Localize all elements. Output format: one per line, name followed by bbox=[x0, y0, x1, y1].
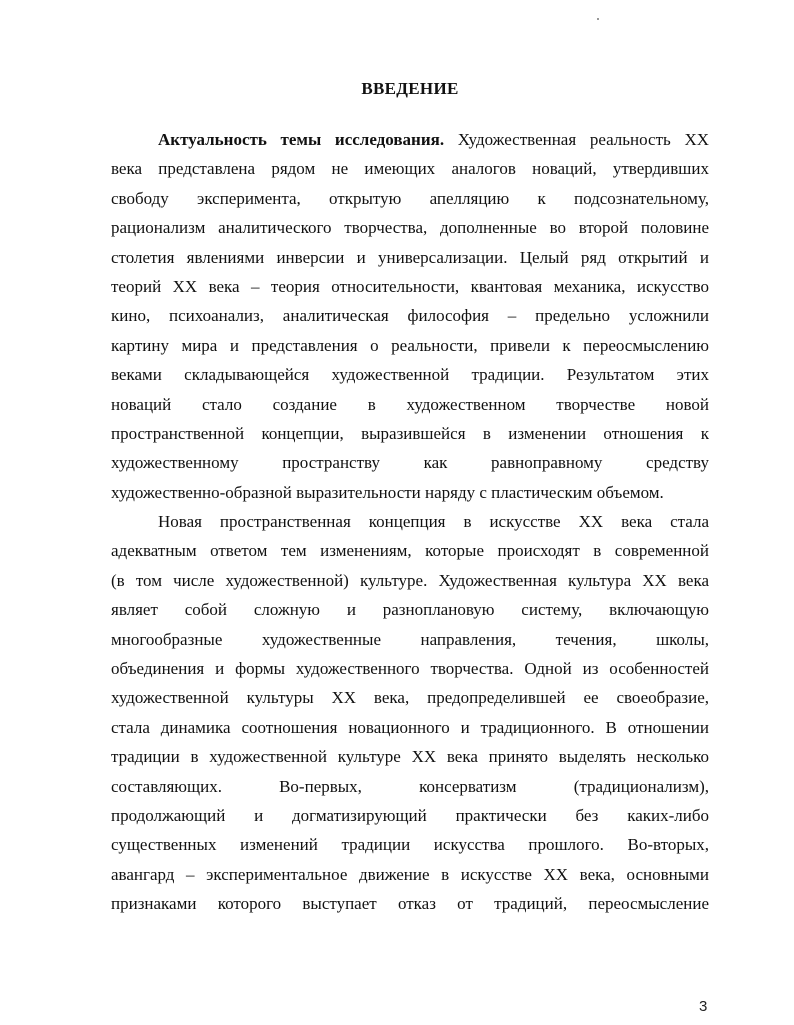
text-line: объединения и формы художественного творчества. Одной из особенностей bbox=[111, 659, 709, 679]
page-title: ВВЕДЕНИЕ bbox=[361, 79, 459, 98]
text-line: художественной культуры XX века, предопределившей ее своеобразие, bbox=[111, 688, 709, 708]
text-line: художественному пространству как равноправному средству bbox=[111, 453, 709, 473]
text-line: признаками которого выступает отказ от традиций, переосмысление bbox=[111, 894, 709, 914]
text-line: кино, психоанализ, аналитическая философия – предельно усложнили bbox=[111, 306, 709, 326]
text-line: столетия явлениями инверсии и универсализации. Целый ряд открытий и bbox=[111, 247, 709, 267]
text-line: века представлена рядом не имеющих аналогов новаций, утвердивших bbox=[111, 159, 709, 179]
text-line: художественно-образной выразительности наряду с пластическим объемом. bbox=[111, 482, 664, 502]
text-line: составляющих. Во-первых, консерватизм (традиционализм), bbox=[111, 776, 709, 796]
text-line: теорий XX века – теория относительности, квантовая механика, искусство bbox=[111, 276, 709, 296]
text-line: картину мира и представления о реальности, привели к переосмыслению bbox=[111, 335, 709, 355]
text-line: пространственной концепции, выразившейся в изменении отношения к bbox=[111, 423, 709, 443]
paragraph-spatial-concept bbox=[111, 507, 709, 918]
text-line: рационализм аналитического творчества, дополненные во второй половине bbox=[111, 218, 709, 238]
text-line: существенных изменений традиции искусства прошлого. Во-вторых, bbox=[111, 835, 709, 855]
scan-speck bbox=[597, 18, 599, 20]
text-line: (в том числе художественной) культуре. Художественная культура XX века bbox=[111, 570, 709, 590]
text-line: адекватным ответом тем изменениям, которые происходят в современной bbox=[111, 541, 709, 561]
text-line: авангард – экспериментальное движение в искусстве XX века, основными bbox=[111, 864, 709, 884]
text-line: Актуальность темы исследования. Художественная реальность XX bbox=[158, 130, 709, 149]
section-lead: Актуальность темы исследования. bbox=[158, 130, 445, 149]
text-line: новаций стало создание в художественном творчестве новой bbox=[111, 394, 709, 414]
page-number: 3 bbox=[699, 998, 708, 1015]
text-line: традиции в художественной культуре XX века принято выделять несколько bbox=[111, 747, 709, 767]
text-line: веками складывающейся художественной традиции. Результатом этих bbox=[111, 365, 709, 385]
text-line: многообразные художественные направления, течения, школы, bbox=[111, 629, 709, 649]
text-line: Новая пространственная концепция в искусстве XX века стала bbox=[158, 512, 709, 532]
paragraph-relevance bbox=[111, 125, 709, 507]
text-line: продолжающий и догматизирующий практически без каких-либо bbox=[111, 805, 709, 825]
text-line: являет собой сложную и разноплановую систему, включающую bbox=[111, 600, 709, 620]
text-line: стала динамика соотношения новационного и традиционного. В отношении bbox=[111, 717, 709, 737]
body-text bbox=[111, 125, 709, 919]
text-line: свободу эксперимента, открытую апелляцию к подсознательному, bbox=[111, 188, 709, 208]
